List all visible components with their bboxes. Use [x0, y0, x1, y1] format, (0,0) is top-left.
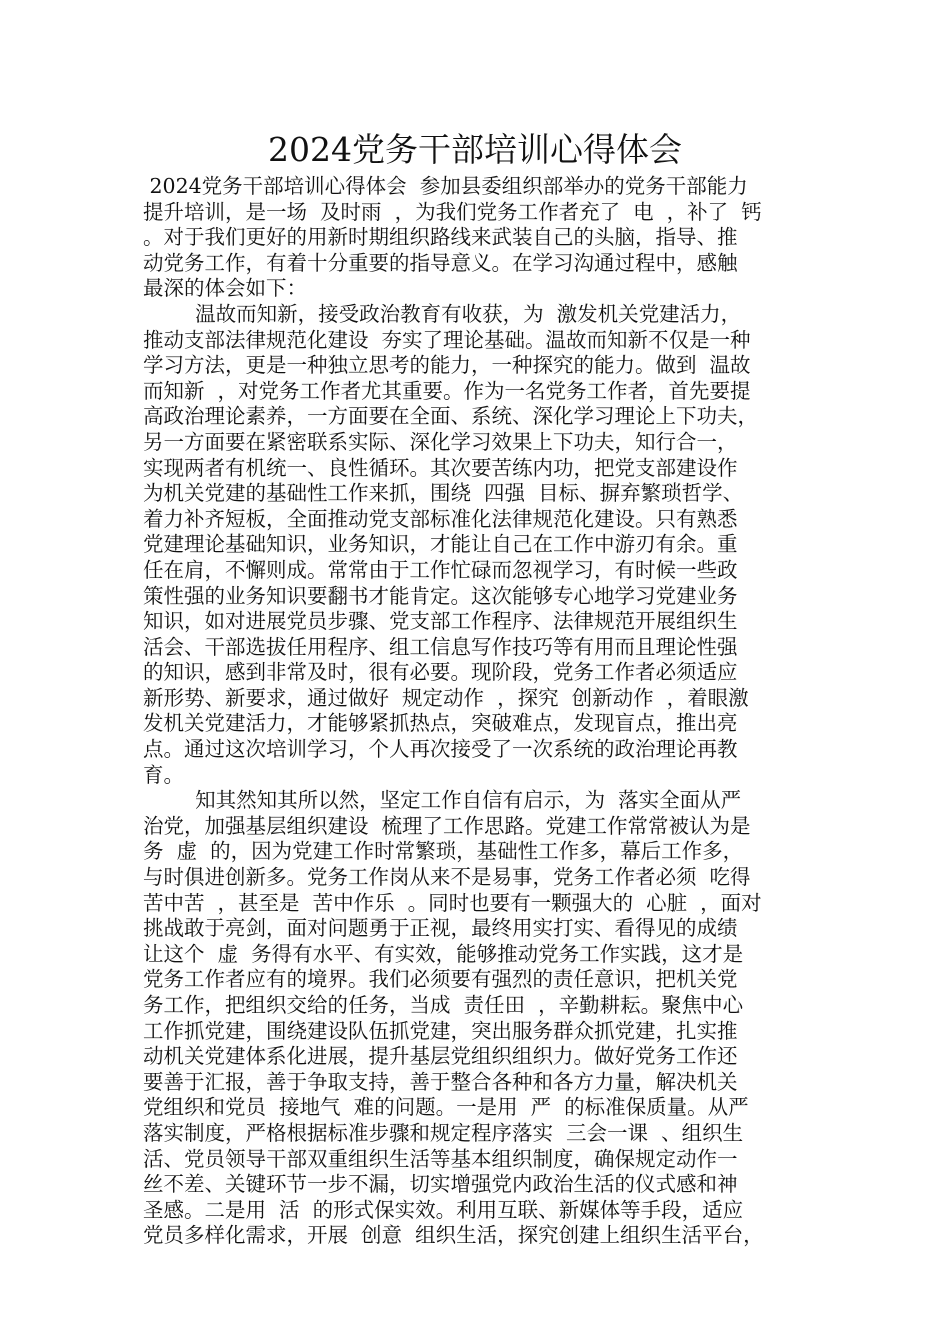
body-line: 的知识，感到非常及时，很有必要。现阶段，党务工作者必须适应 — [143, 660, 738, 685]
body-line: 工作抓党建，围绕建设队伍抓党建，突出服务群众抓党建，扎实推 — [143, 1018, 738, 1043]
body-line: 新形势、新要求，通过做好 规定动作 ，探究 创新动作 ，着眼激 — [143, 685, 749, 710]
body-line: 党员多样化需求，开展 创意 组织生活，探究创建上组织生活平台， — [143, 1223, 764, 1248]
body-line: 活会、干部选拔任用程序、组工信息写作技巧等有用而且理论性强 — [143, 634, 738, 659]
body-line: 挑战敢于亮剑，面对问题勇于正视，最终用实打实、看得见的成绩 — [143, 916, 738, 941]
body-line: 知识，如对进展党员步骤、党支部工作程序、法律规范开展组织生 — [143, 609, 738, 634]
document-title: 2024党务干部培训心得体会 — [268, 130, 682, 169]
body-line: 着力补齐短板，全面推动党支部标准化法律规范化建设。只有熟悉 — [143, 506, 738, 531]
body-line: 任在肩，不懈则成。常常由于工作忙碌而忽视学习，有时候一些政 — [143, 557, 738, 582]
body-line: 最深的体会如下： — [143, 276, 307, 301]
body-line: 苦中苦 ，甚至是 苦中作乐 。同时也要有一颗强大的 心脏 ，面对 — [143, 890, 762, 915]
body-line: 动机关党建体系化进展，提升基层党组织组织力。做好党务工作还 — [143, 1044, 738, 1069]
body-line: 党务工作者应有的境界。我们必须要有强烈的责任意识，把机关党 — [143, 967, 738, 992]
body-line: 而知新 ，对党务工作者尤其重要。作为一名党务工作者，首先要提 — [143, 378, 751, 403]
body-line: 2024党务干部培训心得体会 参加县委组织部举办的党务干部能力 — [143, 174, 748, 198]
body-line: 。对于我们更好的用新时期组织路线来武装自己的头脑，指导、推 — [143, 225, 738, 250]
body-line: 另一方面要在紧密联系实际、深化学习效果上下功夫，知行合一， — [143, 429, 738, 454]
body-line: 丝不差、关键环节一步不漏，切实增强党内政治生活的仪式感和神 — [143, 1172, 738, 1197]
body-line: 治党，加强基层组织建设 梳理了工作思路。党建工作常常被认为是 — [143, 813, 751, 838]
body-line: 动党务工作，有着十分重要的指导意义。在学习沟通过程中，感触 — [143, 250, 738, 275]
body-line: 提升培训，是一场 及时雨 ，为我们党务工作者充了 电 ，补了 钙 — [143, 199, 762, 224]
body-line: 推动支部法律规范化建设 夯实了理论基础。温故而知新不仅是一种 — [143, 327, 751, 352]
body-line: 务工作，把组织交给的任务，当成 责任田 ，辛勤耕耘。聚焦中心 — [143, 993, 744, 1017]
body-line: 策性强的业务知识要翻书才能肯定。这次能够专心地学习党建业务 — [143, 583, 738, 608]
body-line: 为机关党建的基础性工作来抓，围绕 四强 目标、摒弃繁琐哲学、 — [143, 481, 744, 506]
body-line: 与时俱进创新多。党务工作岗从来不是易事，党务工作者必须 吃得 — [143, 865, 751, 890]
body-line: 党组织和党员 接地气 难的问题。一是用 严 的标准保质量。从严 — [143, 1095, 749, 1120]
body-line: 让这个 虚 务得有水平、有实效，能够推动党务工作实践，这才是 — [143, 941, 744, 966]
document-body — [143, 174, 823, 1249]
body-line: 知其然知其所以然，坚定工作自信有启示，为 落实全面从严 — [143, 788, 742, 813]
body-line: 学习方法，更是一种独立思考的能力，一种探究的能力。做到 温故 — [143, 353, 751, 378]
body-line: 活、党员领导干部双重组织生活等基本组织制度，确保规定动作一 — [143, 1146, 738, 1171]
body-line: 温故而知新，接受政治教育有收获，为 激发机关党建活力， — [143, 301, 742, 326]
body-line: 高政治理论素养，一方面要在全面、系统、深化学习理论上下功夫， — [143, 404, 758, 429]
body-line: 育。 — [143, 762, 184, 787]
body-line: 党建理论基础知识，业务知识，才能让自己在工作中游刃有余。重 — [143, 532, 738, 557]
body-line: 点。通过这次培训学习，个人再次接受了一次系统的政治理论再教 — [143, 737, 738, 762]
body-line: 发机关党建活力，才能够紧抓热点，突破难点，发现盲点，推出亮 — [143, 711, 738, 736]
body-line: 圣感。二是用 活 的形式保实效。利用互联、新媒体等手段，适应 — [143, 1197, 744, 1222]
body-line: 实现两者有机统一、良性循环。其次要苦练内功，把党支部建设作 — [143, 455, 738, 480]
body-line: 要善于汇报，善于争取支持，善于整合各种和各方力量，解决机关 — [143, 1069, 738, 1094]
body-line: 务 虚 的，因为党建工作时常繁琐，基础性工作多，幕后工作多， — [143, 839, 744, 864]
body-line: 落实制度，严格根据标准步骤和规定程序落实 三会一课 、组织生 — [143, 1120, 744, 1145]
